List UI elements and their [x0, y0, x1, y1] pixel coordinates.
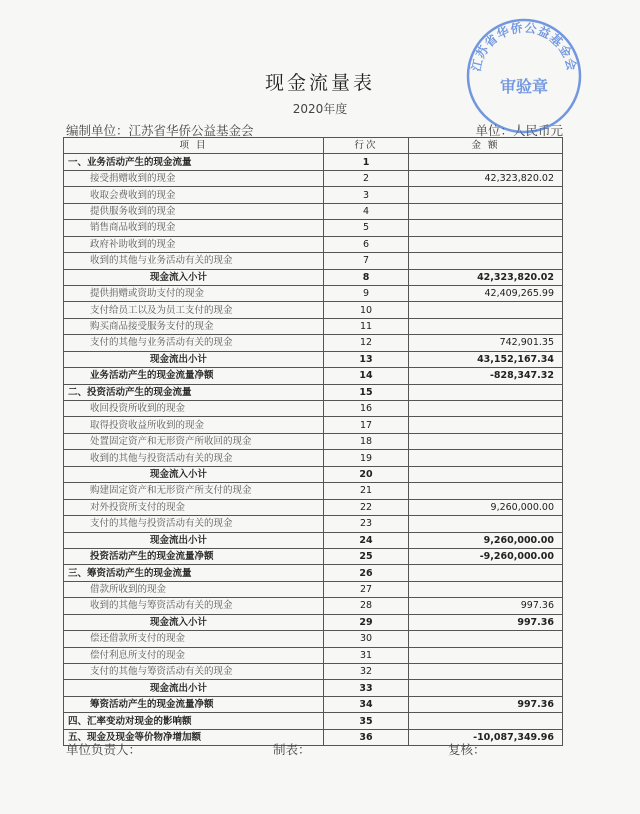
row-amount [409, 647, 563, 663]
row-line-number: 30 [324, 631, 409, 647]
row-line-number: 7 [324, 253, 409, 269]
table-row [64, 581, 563, 597]
table-row [64, 466, 563, 482]
table-row [64, 203, 563, 219]
row-item: 五、现金及现金等价物净增加额 [64, 729, 324, 745]
footer-maker: 制表： [273, 742, 311, 757]
row-item: 偿还借款所支付的现金 [64, 631, 324, 647]
row-amount: -10,087,349.96 [409, 729, 563, 745]
row-amount [409, 401, 563, 417]
table-row [64, 220, 563, 236]
table-row [64, 187, 563, 203]
row-amount [409, 516, 563, 532]
row-amount: 42,323,820.02 [409, 269, 563, 285]
table-row [64, 664, 563, 680]
row-item: 取得投资收益所收到的现金 [64, 417, 324, 433]
table-row [64, 368, 563, 384]
row-line-number: 13 [324, 351, 409, 367]
row-item: 支付的其他与筹资活动有关的现金 [64, 664, 324, 680]
row-line-number: 25 [324, 548, 409, 564]
table-row [64, 401, 563, 417]
row-line-number: 8 [324, 269, 409, 285]
table-row [64, 417, 563, 433]
row-item: 购建固定资产和无形资产所支付的现金 [64, 483, 324, 499]
row-item: 政府补助收到的现金 [64, 236, 324, 252]
stamp-outer-path: 江苏省华侨公益基金会 [469, 20, 579, 73]
table-row [64, 516, 563, 532]
row-line-number: 5 [324, 220, 409, 236]
row-amount: 42,323,820.02 [409, 170, 563, 186]
row-item: 三、筹资活动产生的现金流量 [64, 565, 324, 581]
row-item: 借款所收到的现金 [64, 581, 324, 597]
row-amount [409, 384, 563, 400]
row-amount [409, 565, 563, 581]
cash-flow-table [63, 137, 563, 746]
row-line-number: 20 [324, 466, 409, 482]
row-item: 销售商品收到的现金 [64, 220, 324, 236]
row-amount [409, 253, 563, 269]
row-line-number: 19 [324, 450, 409, 466]
row-item: 四、汇率变动对现金的影响额 [64, 713, 324, 729]
row-item: 对外投资所支付的现金 [64, 499, 324, 515]
row-line-number: 15 [324, 384, 409, 400]
table-row [64, 499, 563, 515]
table-row [64, 285, 563, 301]
row-line-number: 33 [324, 680, 409, 696]
row-amount: 43,152,167.34 [409, 351, 563, 367]
currency-unit: 单位：人民币元 [475, 123, 563, 138]
row-line-number: 35 [324, 713, 409, 729]
row-line-number: 23 [324, 516, 409, 532]
stamp-outer-text [468, 20, 580, 73]
row-item: 购买商品接受服务支付的现金 [64, 318, 324, 334]
row-line-number: 1 [324, 154, 409, 170]
row-line-number: 36 [324, 729, 409, 745]
row-item: 筹资活动产生的现金流量净额 [64, 696, 324, 712]
row-line-number: 32 [324, 664, 409, 680]
table-row [64, 680, 563, 696]
row-item: 提供捐赠或资助支付的现金 [64, 285, 324, 301]
table-row [64, 433, 563, 449]
row-item: 支付给员工以及为员工支付的现金 [64, 302, 324, 318]
row-line-number: 17 [324, 417, 409, 433]
row-item: 业务活动产生的现金流量净额 [64, 368, 324, 384]
table-row [64, 548, 563, 564]
row-line-number: 31 [324, 647, 409, 663]
table-row [64, 696, 563, 712]
row-item: 偿付利息所支付的现金 [64, 647, 324, 663]
row-amount [409, 466, 563, 482]
row-item: 投资活动产生的现金流量净额 [64, 548, 324, 564]
row-amount [409, 581, 563, 597]
header-item: 项 目 [64, 138, 324, 154]
table-row [64, 483, 563, 499]
row-item: 现金流入小计 [64, 466, 324, 482]
row-line-number: 10 [324, 302, 409, 318]
row-amount [409, 713, 563, 729]
table-row [64, 302, 563, 318]
row-amount: -828,347.32 [409, 368, 563, 384]
table-row [64, 269, 563, 285]
table-row [64, 450, 563, 466]
row-line-number: 34 [324, 696, 409, 712]
row-line-number: 9 [324, 285, 409, 301]
row-amount [409, 220, 563, 236]
table-row [64, 713, 563, 729]
row-amount [409, 680, 563, 696]
row-item: 现金流出小计 [64, 351, 324, 367]
row-item: 接受捐赠收到的现金 [64, 170, 324, 186]
row-amount [409, 318, 563, 334]
row-amount [409, 417, 563, 433]
row-item: 收到的其他与业务活动有关的现金 [64, 253, 324, 269]
row-line-number: 14 [324, 368, 409, 384]
row-line-number: 27 [324, 581, 409, 597]
row-item: 提供服务收到的现金 [64, 203, 324, 219]
header-amount: 金 额 [409, 138, 563, 154]
table-row [64, 631, 563, 647]
row-line-number: 26 [324, 565, 409, 581]
row-amount [409, 631, 563, 647]
stamp-center-text: 审验章 [499, 77, 549, 96]
page-title: 现金流量表 [264, 72, 375, 94]
row-line-number: 18 [324, 433, 409, 449]
report-year: 2020年度 [292, 102, 348, 116]
row-amount [409, 664, 563, 680]
row-line-number: 3 [324, 187, 409, 203]
table-row [64, 253, 563, 269]
table-row [64, 532, 563, 548]
row-line-number: 28 [324, 598, 409, 614]
row-item: 处置固定资产和无形资产所收回的现金 [64, 433, 324, 449]
audit-stamp [464, 16, 584, 136]
row-line-number: 12 [324, 335, 409, 351]
row-amount [409, 433, 563, 449]
footer-head: 单位负责人： [66, 742, 142, 757]
table-row [64, 614, 563, 630]
table-row [64, 351, 563, 367]
row-amount: 42,409,265.99 [409, 285, 563, 301]
row-amount [409, 154, 563, 170]
row-amount: 9,260,000.00 [409, 499, 563, 515]
row-line-number: 6 [324, 236, 409, 252]
row-item: 二、投资活动产生的现金流量 [64, 384, 324, 400]
row-amount: 9,260,000.00 [409, 532, 563, 548]
row-item: 支付的其他与业务活动有关的现金 [64, 335, 324, 351]
table-row [64, 335, 563, 351]
row-line-number: 22 [324, 499, 409, 515]
row-line-number: 24 [324, 532, 409, 548]
row-item: 支付的其他与投资活动有关的现金 [64, 516, 324, 532]
footer-review: 复核： [448, 742, 486, 757]
row-line-number: 4 [324, 203, 409, 219]
table-row [64, 170, 563, 186]
row-item: 收回投资所收到的现金 [64, 401, 324, 417]
table-row [64, 154, 563, 170]
preparing-organization: 编制单位：江苏省华侨公益基金会 [66, 123, 254, 138]
row-amount: 742,901.35 [409, 335, 563, 351]
row-amount [409, 203, 563, 219]
row-item: 现金流入小计 [64, 614, 324, 630]
row-item: 现金流入小计 [64, 269, 324, 285]
row-line-number: 29 [324, 614, 409, 630]
row-item: 现金流出小计 [64, 680, 324, 696]
row-amount: 997.36 [409, 598, 563, 614]
table-row [64, 384, 563, 400]
row-amount [409, 187, 563, 203]
row-amount [409, 450, 563, 466]
row-item: 收取会费收到的现金 [64, 187, 324, 203]
row-item: 一、业务活动产生的现金流量 [64, 154, 324, 170]
row-amount: -9,260,000.00 [409, 548, 563, 564]
table-row [64, 598, 563, 614]
stamp-ring [468, 20, 580, 132]
table-row [64, 565, 563, 581]
header-line: 行次 [324, 138, 409, 154]
row-item: 收到的其他与筹资活动有关的现金 [64, 598, 324, 614]
row-line-number: 2 [324, 170, 409, 186]
row-amount: 997.36 [409, 614, 563, 630]
row-amount [409, 302, 563, 318]
row-line-number: 21 [324, 483, 409, 499]
row-item: 收到的其他与投资活动有关的现金 [64, 450, 324, 466]
table-row [64, 318, 563, 334]
row-amount: 997.36 [409, 696, 563, 712]
row-amount [409, 236, 563, 252]
row-amount [409, 483, 563, 499]
row-line-number: 16 [324, 401, 409, 417]
row-line-number: 11 [324, 318, 409, 334]
table-header-row [64, 138, 563, 154]
table-row [64, 647, 563, 663]
table-row [64, 236, 563, 252]
row-item: 现金流出小计 [64, 532, 324, 548]
